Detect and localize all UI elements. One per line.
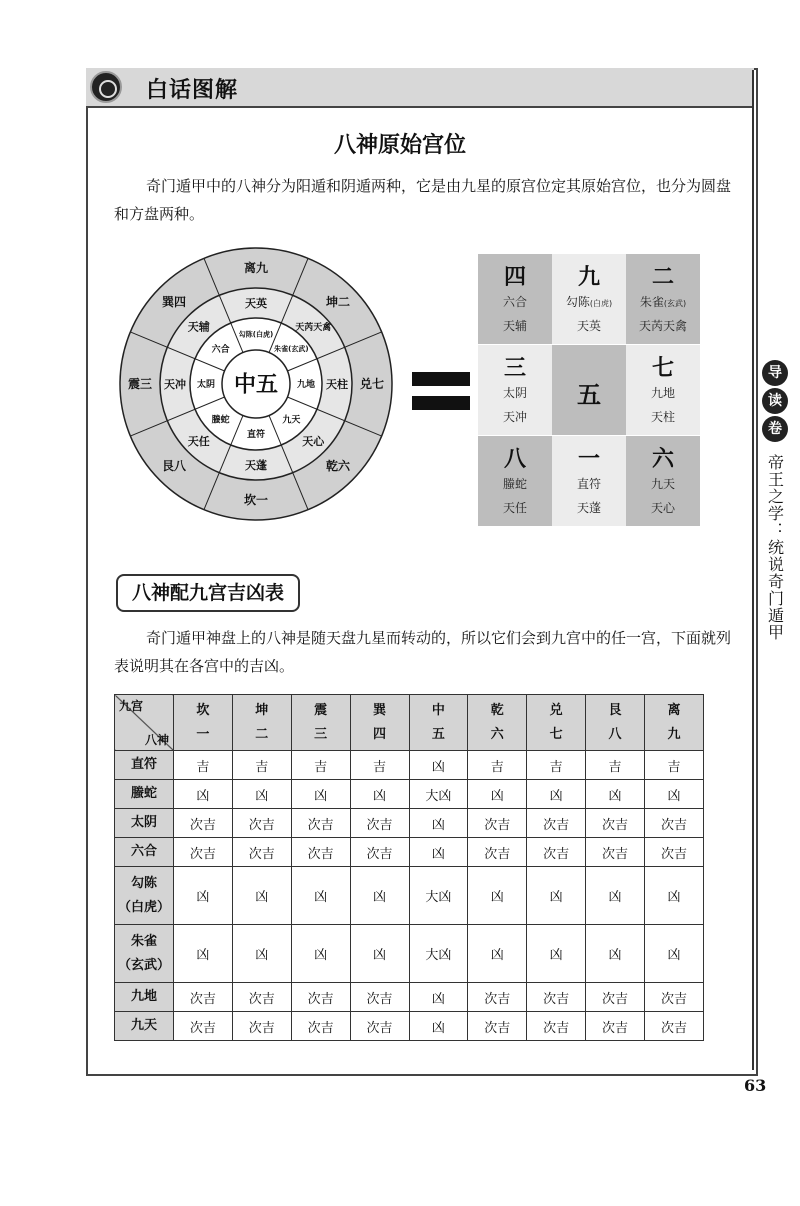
row-header-line: 九地 [130, 989, 157, 1004]
square-cell-god: 螣蛇 [502, 477, 527, 491]
square-cell-god: 九地 [650, 386, 675, 400]
table-cell: 凶 [468, 867, 527, 925]
table-row-header [115, 751, 174, 780]
square-cell-star: 天蓬 [576, 501, 601, 515]
side-text: 帝王之学：统说奇门遁甲 [765, 454, 785, 641]
table-cell: 凶 [350, 780, 409, 809]
side-badge: 导 [762, 360, 788, 386]
row-header-line: （玄武） [117, 957, 170, 973]
table-cell: 凶 [527, 780, 586, 809]
table-cell: 次吉 [527, 1012, 586, 1041]
table-cell: 凶 [409, 809, 468, 838]
table-cell: 次吉 [527, 838, 586, 867]
table-cell: 次吉 [586, 809, 645, 838]
table-cell: 凶 [586, 780, 645, 809]
table-cell: 次吉 [645, 809, 704, 838]
wheel-palace-label: 兑七 [359, 377, 385, 392]
square-cell-god: 朱雀(玄武) [639, 295, 687, 309]
table-cell: 次吉 [174, 1012, 233, 1041]
wheel-god-label: 九地 [296, 380, 316, 391]
table-row [115, 1012, 704, 1041]
column-header-line: 乾 [490, 702, 504, 718]
table-column-header [468, 695, 527, 751]
table-row [115, 983, 704, 1012]
corner-god-label: 八神 [144, 733, 169, 747]
wheel-god-label: 朱雀(玄武) [274, 345, 309, 354]
square-cell-number: 七 [651, 356, 674, 381]
table-cell: 吉 [350, 751, 409, 780]
table-cell: 次吉 [350, 983, 409, 1012]
table-cell: 大凶 [409, 867, 468, 925]
column-header-line: 五 [431, 726, 445, 742]
column-header-line: 巽 [373, 702, 387, 718]
table-cell: 凶 [350, 867, 409, 925]
table-row-header [115, 838, 174, 867]
wheel-star-label: 天柱 [326, 377, 348, 391]
column-header-line: 四 [373, 726, 387, 742]
table-cell: 次吉 [468, 809, 527, 838]
row-header-line: 直符 [130, 757, 157, 772]
table-row-header [115, 780, 174, 809]
square-cell [552, 254, 626, 344]
table-cell: 次吉 [645, 1012, 704, 1041]
margin-rule [752, 70, 754, 1070]
column-header-line: 兑 [549, 702, 563, 718]
table-cell: 凶 [645, 867, 704, 925]
row-header-line: 朱雀 [130, 933, 157, 949]
page-header [86, 68, 754, 108]
table-intro-paragraph: 奇门遁甲神盘上的八神是随天盘九星而转动的，所以它们会到九宫中的任一宫，下面就列表说明其在各宫中的吉凶。 [114, 629, 732, 675]
table-cell: 次吉 [586, 983, 645, 1012]
wheel-god-label: 螣蛇 [211, 415, 230, 426]
table-cell: 凶 [468, 925, 527, 983]
wheel-palace-label: 震三 [127, 377, 153, 392]
table-column-header [350, 695, 409, 751]
equals-sign [412, 396, 470, 410]
table-cell: 凶 [350, 925, 409, 983]
table-cell: 吉 [232, 751, 291, 780]
column-header-line: 艮 [608, 702, 622, 718]
wheel-god-label: 勾陈(白虎) [238, 330, 274, 339]
square-cell [552, 345, 626, 435]
table-cell: 凶 [409, 1012, 468, 1041]
square-cell-god: 六合 [502, 295, 527, 309]
wheel-palace-label: 巽四 [161, 295, 186, 310]
square-cell-number: 五 [577, 381, 601, 409]
table-cell: 次吉 [527, 983, 586, 1012]
wheel-center-label: 中五 [233, 372, 279, 398]
square-cell [626, 345, 700, 435]
table-column-header [174, 695, 233, 751]
table-cell: 大凶 [409, 780, 468, 809]
table-cell: 吉 [527, 751, 586, 780]
square-cell-number: 九 [577, 265, 600, 290]
table-cell: 凶 [527, 867, 586, 925]
wheel-palace-label: 坎一 [243, 493, 269, 508]
table-cell: 凶 [291, 867, 350, 925]
table-cell: 次吉 [586, 838, 645, 867]
column-header-line: 二 [255, 726, 269, 742]
table-cell: 次吉 [586, 1012, 645, 1041]
wheel-palace-label: 离九 [243, 261, 269, 276]
table-cell: 次吉 [232, 983, 291, 1012]
square-plate-diagram [478, 254, 700, 526]
table-cell: 次吉 [468, 838, 527, 867]
wheel-star-label: 天冲 [164, 377, 186, 391]
table-column-header [291, 695, 350, 751]
table-column-header [645, 695, 704, 751]
wheel-star-label: 天英 [245, 296, 267, 310]
square-cell-number: 四 [503, 265, 526, 290]
table-cell: 凶 [409, 751, 468, 780]
square-cell-god: 九天 [650, 477, 675, 491]
square-cell-number: 一 [577, 447, 600, 472]
column-header-line: 七 [549, 726, 563, 742]
table-corner-header [115, 695, 174, 751]
square-cell [478, 345, 552, 435]
table-cell: 凶 [409, 838, 468, 867]
table-row-header [115, 867, 174, 925]
column-header-line: 坤 [255, 702, 269, 718]
square-cell-god: 勾陈(白虎) [565, 295, 613, 309]
table-cell: 凶 [291, 780, 350, 809]
row-header-line: （白虎） [117, 899, 170, 915]
side-badge: 卷 [762, 416, 788, 442]
table-cell: 凶 [468, 780, 527, 809]
table-row-header [115, 1012, 174, 1041]
table-cell: 凶 [232, 780, 291, 809]
table-cell: 次吉 [291, 1012, 350, 1041]
table-cell: 次吉 [350, 1012, 409, 1041]
header-title: 白话图解 [146, 78, 239, 103]
square-cell [478, 254, 552, 344]
square-cell-star: 天柱 [650, 410, 675, 424]
column-header-line: 六 [490, 726, 504, 742]
table-row [115, 751, 704, 780]
wheel-star-label: 天任 [187, 435, 210, 449]
wheel-star-label: 天芮天禽 [295, 322, 332, 333]
table-cell: 凶 [586, 867, 645, 925]
table-cell: 次吉 [291, 809, 350, 838]
table-cell: 次吉 [232, 1012, 291, 1041]
column-header-line: 震 [314, 702, 328, 718]
wheel-star-label: 天心 [302, 435, 325, 449]
table-cell: 次吉 [291, 838, 350, 867]
square-cell-star: 天芮天禽 [638, 319, 687, 333]
row-header-line: 六合 [130, 844, 157, 859]
square-cell-number: 二 [651, 265, 674, 290]
table-column-header [409, 695, 468, 751]
column-header-line: 中 [431, 702, 445, 718]
side-tab [758, 360, 792, 641]
table-cell: 次吉 [350, 809, 409, 838]
table-cell: 凶 [291, 925, 350, 983]
square-cell-star: 天任 [502, 501, 527, 515]
table-row [115, 809, 704, 838]
table-cell: 次吉 [645, 838, 704, 867]
table-cell: 吉 [645, 751, 704, 780]
column-header-line: 九 [667, 726, 681, 742]
row-header-line: 勾陈 [130, 875, 157, 891]
square-cell-star: 天心 [650, 501, 675, 515]
table-cell: 凶 [409, 983, 468, 1012]
square-cell-number: 八 [503, 447, 526, 472]
square-cell [478, 436, 552, 526]
table-cell: 次吉 [232, 809, 291, 838]
table-cell: 次吉 [174, 809, 233, 838]
corner-palace-label: 九宫 [119, 699, 144, 713]
column-header-line: 八 [608, 726, 622, 742]
table-cell: 吉 [174, 751, 233, 780]
square-cell-star: 天冲 [502, 410, 527, 424]
table-row [115, 867, 704, 925]
table-row-header [115, 925, 174, 983]
page-number: 63 [744, 1076, 767, 1095]
table-cell: 吉 [291, 751, 350, 780]
table-cell: 次吉 [468, 1012, 527, 1041]
wheel-star-label: 天蓬 [245, 458, 267, 472]
table-row [115, 838, 704, 867]
square-cell-number: 六 [651, 447, 674, 472]
table-cell: 凶 [586, 925, 645, 983]
table-cell: 次吉 [350, 838, 409, 867]
square-cell-star: 天辅 [502, 319, 527, 333]
square-cell-god: 太阴 [502, 386, 527, 400]
table-column-header [527, 695, 586, 751]
table-cell: 次吉 [232, 838, 291, 867]
table-row [115, 925, 704, 983]
table-cell: 次吉 [174, 838, 233, 867]
column-header-line: 三 [314, 726, 328, 742]
table-row [115, 780, 704, 809]
table-cell: 吉 [468, 751, 527, 780]
square-cell-star: 天英 [576, 319, 601, 333]
wheel-god-label: 太阴 [196, 380, 216, 391]
table-cell: 凶 [232, 867, 291, 925]
table-cell: 凶 [174, 925, 233, 983]
row-header-line: 螣蛇 [130, 786, 157, 801]
table-cell: 次吉 [645, 983, 704, 1012]
wheel-god-label: 六合 [211, 344, 230, 355]
table-cell: 次吉 [527, 809, 586, 838]
table-cell: 凶 [645, 780, 704, 809]
table-cell: 凶 [232, 925, 291, 983]
section-title: 八神原始宫位 [333, 133, 466, 158]
column-header-line: 一 [196, 726, 210, 742]
intro-paragraph: 奇门遁甲中的八神分为阳遁和阴遁两种，它是由九星的原宫位定其原始宫位，也分为圆盘和方盘两种。 [114, 177, 732, 223]
table-cell: 次吉 [291, 983, 350, 1012]
square-cell-god-note: (白虎) [589, 299, 613, 308]
table-cell: 大凶 [409, 925, 468, 983]
square-cell [626, 254, 700, 344]
table-cell: 吉 [586, 751, 645, 780]
side-badge: 读 [762, 388, 788, 414]
table-cell: 凶 [174, 867, 233, 925]
table-column-header [586, 695, 645, 751]
wheel-palace-label: 坤二 [326, 295, 351, 310]
column-header-line: 离 [667, 702, 681, 718]
square-cell [552, 436, 626, 526]
table-column-header [232, 695, 291, 751]
row-header-line: 九天 [130, 1018, 157, 1033]
square-cell-number: 三 [503, 356, 526, 381]
wheel-god-label: 直符 [246, 430, 266, 441]
square-cell [626, 436, 700, 526]
table-cell: 次吉 [174, 983, 233, 1012]
row-header-line: 太阴 [130, 815, 157, 830]
table-cell: 凶 [527, 925, 586, 983]
table-cell: 次吉 [468, 983, 527, 1012]
logo-icon [90, 71, 122, 103]
wheel-palace-label: 艮八 [161, 459, 186, 474]
wheel-god-label: 九天 [282, 415, 301, 426]
wheel-star-label: 天辅 [187, 320, 210, 334]
round-plate-diagram [118, 246, 394, 522]
wheel-palace-label: 乾六 [326, 459, 351, 474]
table-cell: 凶 [645, 925, 704, 983]
table-row-header [115, 809, 174, 838]
table-cell: 凶 [174, 780, 233, 809]
square-cell-god-note: (玄武) [663, 299, 687, 308]
table-row-header [115, 983, 174, 1012]
column-header-line: 坎 [196, 702, 210, 718]
table-subtitle: 八神配九宫吉凶表 [116, 574, 300, 612]
square-cell-god: 直符 [576, 477, 601, 491]
equals-sign [412, 372, 470, 386]
fortune-table [114, 694, 704, 1041]
